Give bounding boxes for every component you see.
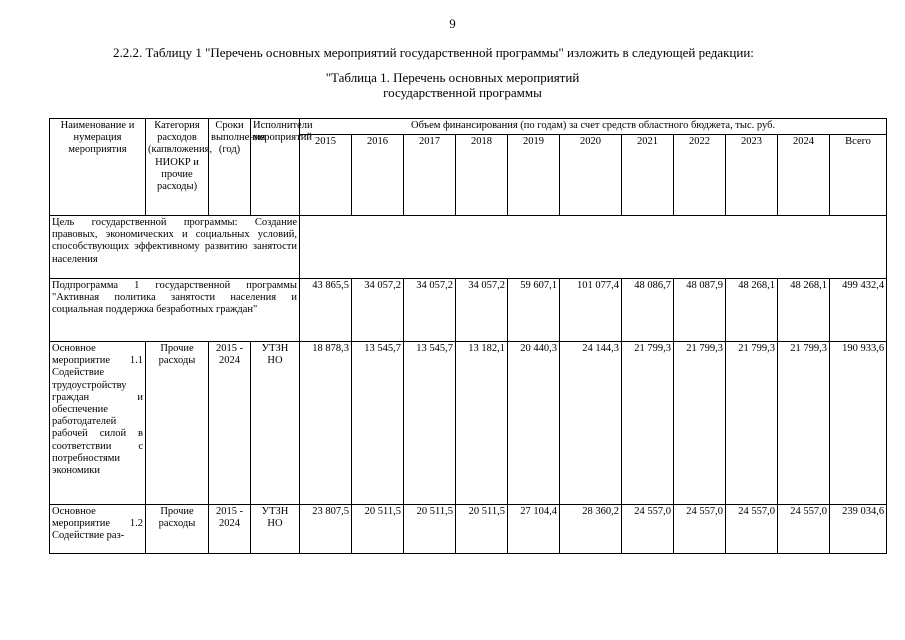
activity-row xyxy=(50,505,887,554)
header-year: 2015 xyxy=(300,135,352,216)
activity-name: Основное мероприятие 1.1 Содействие трудоустройству граждан и обеспечение работодателей рабочей силой в соответствии с потребностями экономики xyxy=(50,342,146,505)
value-cell: 21 799,3 xyxy=(622,342,674,505)
header-name: Наименование и нумерация мероприятия xyxy=(50,119,146,216)
header-year: 2020 xyxy=(560,135,622,216)
activity-executor: УТЗН НО xyxy=(251,342,300,505)
value-cell: 13 545,7 xyxy=(404,342,456,505)
value-cell: 20 511,5 xyxy=(404,505,456,554)
page-number: 9 xyxy=(449,16,456,31)
header-category: Категория расходов (капвложения, НИОКР и прочие расходы) xyxy=(146,119,209,216)
activity-category: Прочие расходы xyxy=(146,342,209,505)
value-cell: 23 807,5 xyxy=(300,505,352,554)
value-cell: 24 557,0 xyxy=(778,505,830,554)
header-year: 2021 xyxy=(622,135,674,216)
value-cell: 59 607,1 xyxy=(508,279,560,342)
value-cell: 48 087,9 xyxy=(674,279,726,342)
value-cell: 24 557,0 xyxy=(674,505,726,554)
goal-text: Цель государственной программы: Создание правовых, экономических и социальных условий, способствующих эффективному развитию занятости населения xyxy=(50,216,300,279)
value-cell: 21 799,3 xyxy=(778,342,830,505)
activity-category: Прочие расходы xyxy=(146,505,209,554)
activity-terms: 2015 - 2024 xyxy=(209,505,251,554)
program-table xyxy=(49,118,887,554)
value-cell: 13 545,7 xyxy=(352,342,404,505)
header-row-1 xyxy=(50,119,887,135)
header-year: 2022 xyxy=(674,135,726,216)
goal-empty xyxy=(300,216,887,279)
goal-row xyxy=(50,216,887,279)
value-cell: 21 799,3 xyxy=(726,342,778,505)
header-funding: Объем финансирования (по годам) за счет средств областного бюджета, тыс. руб. xyxy=(300,119,887,135)
value-cell: 48 268,1 xyxy=(726,279,778,342)
subprogram-row xyxy=(50,279,887,342)
activity-name: Основное мероприятие 1.2 Содействие раз- xyxy=(50,505,146,554)
header-year: 2016 xyxy=(352,135,404,216)
header-year: 2018 xyxy=(456,135,508,216)
header-terms: Сроки выполнения (год) xyxy=(209,119,251,216)
value-cell: 13 182,1 xyxy=(456,342,508,505)
total-cell: 239 034,6 xyxy=(830,505,887,554)
value-cell: 18 878,3 xyxy=(300,342,352,505)
value-cell: 34 057,2 xyxy=(352,279,404,342)
header-executors: Исполнители мероприятий xyxy=(251,119,300,216)
value-cell: 27 104,4 xyxy=(508,505,560,554)
activity-row xyxy=(50,342,887,505)
table-title-line2: государственной программы xyxy=(383,85,542,100)
value-cell: 34 057,2 xyxy=(404,279,456,342)
value-cell: 34 057,2 xyxy=(456,279,508,342)
value-cell: 20 511,5 xyxy=(352,505,404,554)
header-year: 2024 xyxy=(778,135,830,216)
value-cell: 48 268,1 xyxy=(778,279,830,342)
value-cell: 21 799,3 xyxy=(674,342,726,505)
value-cell: 28 360,2 xyxy=(560,505,622,554)
table-title-line1: "Таблица 1. Перечень основных мероприятий xyxy=(325,70,580,85)
total-cell: 190 933,6 xyxy=(830,342,887,505)
activity-executor: УТЗН НО xyxy=(251,505,300,554)
subprogram-name: Подпрограмма 1 государственной программы "Активная политика занятости населения и социальная поддержка безработных граждан" xyxy=(50,279,300,342)
value-cell: 24 557,0 xyxy=(622,505,674,554)
value-cell: 20 511,5 xyxy=(456,505,508,554)
activity-terms: 2015 - 2024 xyxy=(209,342,251,505)
value-cell: 101 077,4 xyxy=(560,279,622,342)
value-cell: 43 865,5 xyxy=(300,279,352,342)
value-cell: 48 086,7 xyxy=(622,279,674,342)
intro-paragraph: 2.2.2. Таблицу 1 "Перечень основных мероприятий государственной программы" изложить в следующей редакции: xyxy=(113,45,754,60)
header-year: 2019 xyxy=(508,135,560,216)
header-year: 2017 xyxy=(404,135,456,216)
total-cell: 499 432,4 xyxy=(830,279,887,342)
header-year: 2023 xyxy=(726,135,778,216)
value-cell: 24 144,3 xyxy=(560,342,622,505)
value-cell: 20 440,3 xyxy=(508,342,560,505)
table-title xyxy=(0,70,905,100)
header-total: Всего xyxy=(830,135,887,216)
value-cell: 24 557,0 xyxy=(726,505,778,554)
